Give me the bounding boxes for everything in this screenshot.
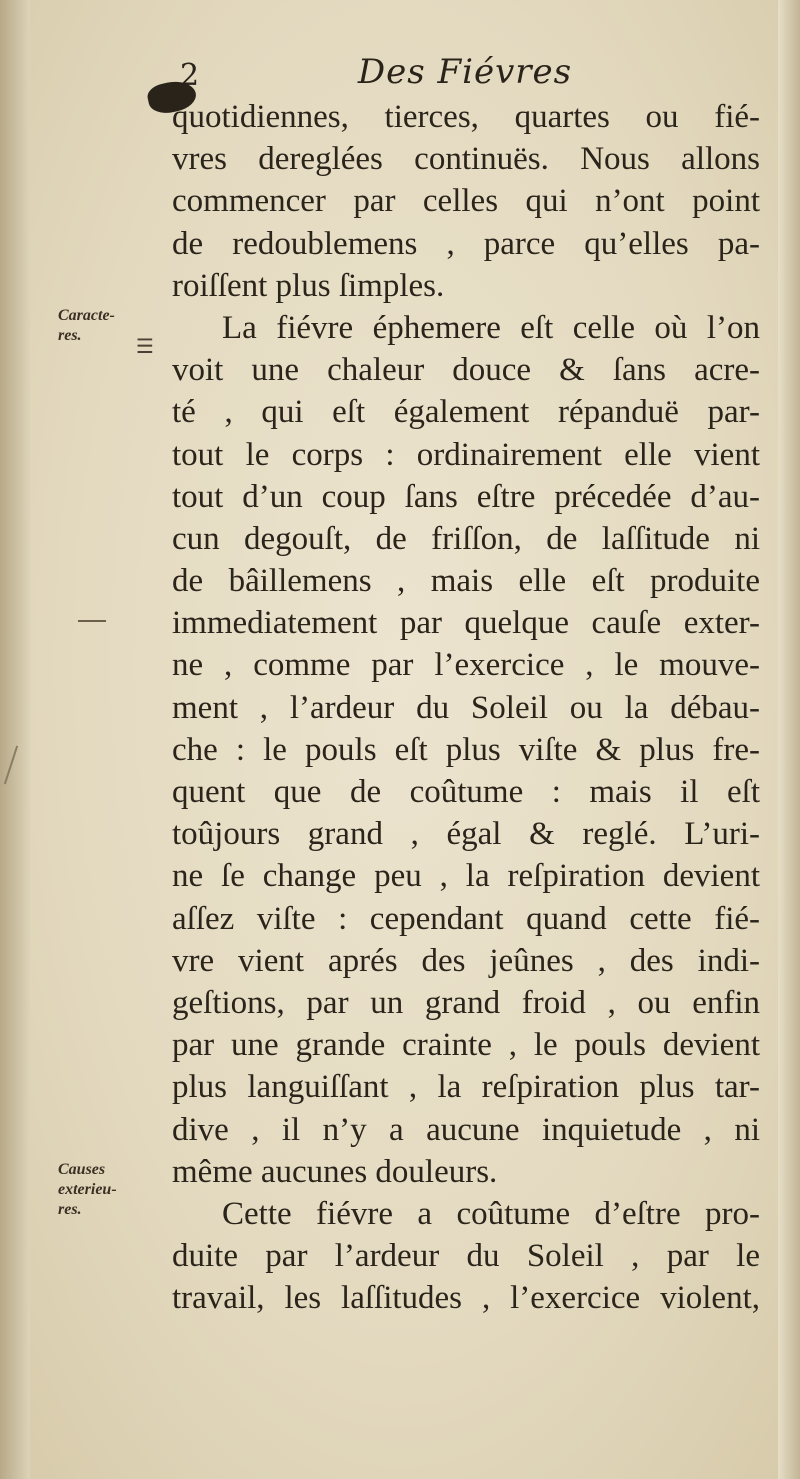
margin-bracket-icon: ☰ <box>136 334 154 358</box>
text-line: quotidiennes, tierces, quartes ou fié- <box>172 99 760 135</box>
text-line: ment , l’ardeur du Soleil ou la débau- <box>172 689 760 726</box>
text-line: tout d’un coup ſans eſtre précedée d’au- <box>172 478 760 515</box>
margin-dash <box>78 620 106 622</box>
text-line: tout le corps : ordinairement elle vient <box>172 436 760 473</box>
text-line: La fiévre éphemere eſt celle où l’on <box>222 309 760 346</box>
text-line: par une grande crainte , le pouls devient <box>172 1027 760 1064</box>
text-line: ne ſe change peu , la reſpiration devient <box>172 858 760 895</box>
text-line: Cette fiévre a coûtume d’eſtre pro- <box>222 1195 760 1232</box>
text-line: roiſſent plus ſimples. <box>172 267 445 304</box>
text-line: travail, les laſſitudes , l’exercice violent, <box>172 1280 760 1317</box>
margin-note-line: Causes <box>58 1161 106 1178</box>
margin-note-line: Caracte- <box>58 307 115 324</box>
page-gutter-shadow <box>0 0 30 1479</box>
text-line: immediatement par quelque cauſe exter- <box>172 605 760 642</box>
text-line: plus languiſſant , la reſpiration plus tar- <box>172 1069 760 1106</box>
text-line: même aucunes douleurs. <box>172 1153 498 1190</box>
text-line: che : le pouls eſt plus viſte & plus fre- <box>172 731 760 768</box>
text-line: té , qui eſt également répanduë par- <box>172 394 760 431</box>
margin-note-line: res. <box>58 327 82 344</box>
page-header <box>170 52 760 100</box>
margin-note-line: exterieu- <box>58 1181 117 1198</box>
text-line: aſſez viſte : cependant quand cette fié- <box>172 900 760 937</box>
margin-note-causes <box>58 1160 168 1220</box>
margin-note-line: res. <box>58 1201 82 1218</box>
body-text <box>172 96 760 1319</box>
text-line: cun degouſt, de friſſon, de laſſitude ni <box>172 520 760 557</box>
text-line: geſtions, par un grand froid , ou enfin <box>172 984 760 1021</box>
text-line: de redoublemens , parce qu’elles pa- <box>172 225 760 262</box>
text-line: ne , comme par l’exercice , le mouve- <box>172 647 760 684</box>
text-line: commencer par celles qui n’ont point <box>172 183 760 220</box>
text-line: dive , il n’y a aucune inquietude , ni <box>172 1111 760 1148</box>
running-head: Des Fiévres <box>357 52 573 92</box>
page-edge-shadow <box>778 0 800 1479</box>
text-line: vre vient aprés des jeûnes , des indi- <box>172 942 760 979</box>
text-line: vres dereglées continuës. Nous allons <box>172 141 760 178</box>
text-line: toûjours grand , égal & reglé. L’uri- <box>172 816 760 853</box>
text-line: de bâillemens , mais elle eſt produite <box>172 563 760 600</box>
text-line: voit une chaleur douce & ſans acre- <box>172 352 760 389</box>
page-number: 2 <box>180 58 200 93</box>
text-line: duite par l’ardeur du Soleil , par le <box>172 1238 760 1275</box>
text-line: quent que de coûtume : mais il eſt <box>172 774 760 810</box>
